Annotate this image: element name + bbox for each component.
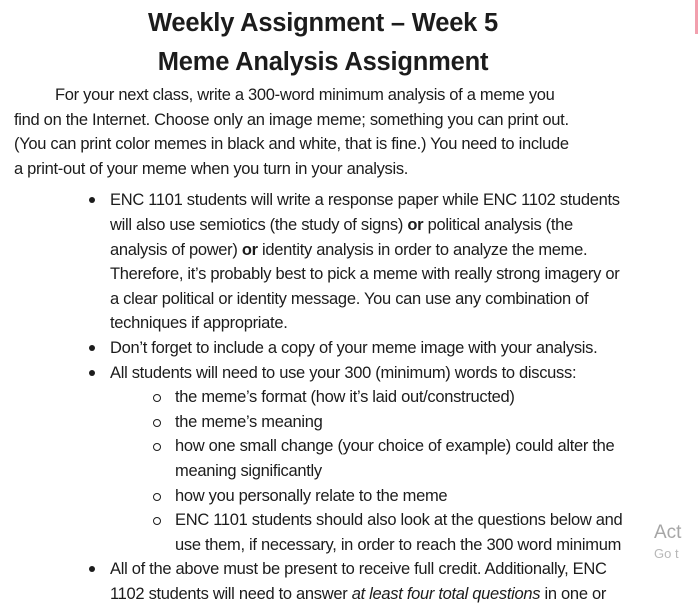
sub-bullet-item: [14, 385, 632, 410]
sub-bullet-item: [14, 484, 632, 509]
text-segment: how one small change (your choice of example) could alter the: [175, 437, 615, 456]
bullet-text-line: [175, 434, 632, 459]
bullet-item: [14, 557, 632, 606]
activate-windows-watermark: [654, 520, 681, 562]
disc-bullet-marker: [89, 197, 95, 203]
bullet-text-line: [110, 188, 632, 213]
intro-text-line: a print-out of your meme when you turn in your analysis.: [14, 159, 409, 178]
intro-text-line: (You can print color memes in black and white, that is fine.) You need to include: [14, 135, 569, 154]
intro-paragraph: [14, 83, 632, 181]
circle-bullet-marker: [153, 419, 161, 427]
sub-bullet-item: [14, 434, 632, 483]
bullet-text-line: [110, 213, 632, 238]
text-segment: meaning significantly: [175, 461, 322, 480]
circle-bullet-marker: [153, 394, 161, 402]
text-segment: ENC 1101 students will write a response paper while ENC 1102 students: [110, 191, 620, 210]
bullet-text-line: [110, 582, 632, 606]
text-segment: the meme’s format (how it’s laid out/constructed): [175, 388, 515, 407]
text-segment: All students will need to use your 300 (minimum) words to discuss:: [110, 363, 577, 382]
bullet-text-line: [110, 287, 632, 312]
watermark-line-2: Go t: [654, 546, 679, 561]
bullet-text-line: [110, 262, 632, 287]
text-segment: use them, if necessary, in order to reach the 300 word minimum: [175, 535, 622, 554]
sub-bullet-item: [14, 508, 632, 557]
bullet-text-line: [110, 557, 632, 582]
bullet-text-line: [110, 336, 632, 361]
bullet-text-line: [175, 410, 632, 435]
text-segment: All of the above must be present to receive full credit. Additionally, ENC: [110, 560, 607, 579]
bullet-text-line: [110, 238, 632, 263]
text-segment: techniques if appropriate.: [110, 314, 288, 333]
doc-title-line-2: Meme Analysis Assignment: [157, 48, 489, 76]
text-segment: identity analysis in order to analyze the meme.: [257, 240, 588, 259]
circle-bullet-marker: [153, 443, 161, 451]
text-segment: a clear political or identity message. You can use any combination of: [110, 289, 589, 308]
text-segment: the meme’s meaning: [175, 412, 323, 431]
text-segment-bold: or: [407, 215, 424, 234]
text-segment-italic: at least four total questions: [351, 584, 541, 603]
disc-bullet-marker: [89, 566, 95, 572]
text-segment: Therefore, it’s probably best to pick a meme with really strong imagery or: [110, 265, 620, 284]
assignment-bullet-list: [14, 188, 632, 606]
bullet-text-line: [175, 533, 632, 558]
bullet-text-line: [175, 459, 632, 484]
circle-bullet-marker: [153, 517, 161, 525]
text-segment: ENC 1101 students should also look at the questions below and: [175, 511, 623, 530]
bullet-text-line: [110, 361, 632, 386]
bullet-item: [14, 336, 632, 361]
bullet-text-line: [175, 385, 632, 410]
disc-bullet-marker: [89, 345, 95, 351]
bullet-text-line: [110, 311, 632, 336]
text-segment: will also use semiotics (the study of signs): [110, 215, 408, 234]
doc-title: [14, 4, 632, 82]
sub-bullet-item: [14, 410, 632, 435]
text-segment: political analysis (the: [423, 215, 573, 234]
bullet-text-line: [175, 484, 632, 509]
text-segment: Don’t forget to include a copy of your meme image with your analysis.: [110, 338, 598, 357]
watermark-line-1: Act: [654, 522, 682, 543]
text-segment: 1102 students will need to answer: [110, 584, 352, 603]
bullet-item: [14, 361, 632, 386]
intro-text-line: find on the Internet. Choose only an image meme; something you can print out.: [14, 110, 569, 129]
circle-bullet-marker: [153, 493, 161, 501]
text-segment: in one or: [540, 584, 607, 603]
text-segment: analysis of power): [110, 240, 242, 259]
bullet-text-line: [175, 508, 632, 533]
disc-bullet-marker: [89, 370, 95, 376]
document-body: [14, 4, 632, 606]
intro-text-line: For your next class, write a 300-word minimum analysis of a meme you: [55, 86, 555, 104]
bullet-item: [14, 188, 632, 336]
text-segment-bold: or: [241, 240, 258, 259]
text-segment: how you personally relate to the meme: [175, 486, 448, 505]
doc-title-line-1: Weekly Assignment – Week 5: [147, 9, 499, 37]
